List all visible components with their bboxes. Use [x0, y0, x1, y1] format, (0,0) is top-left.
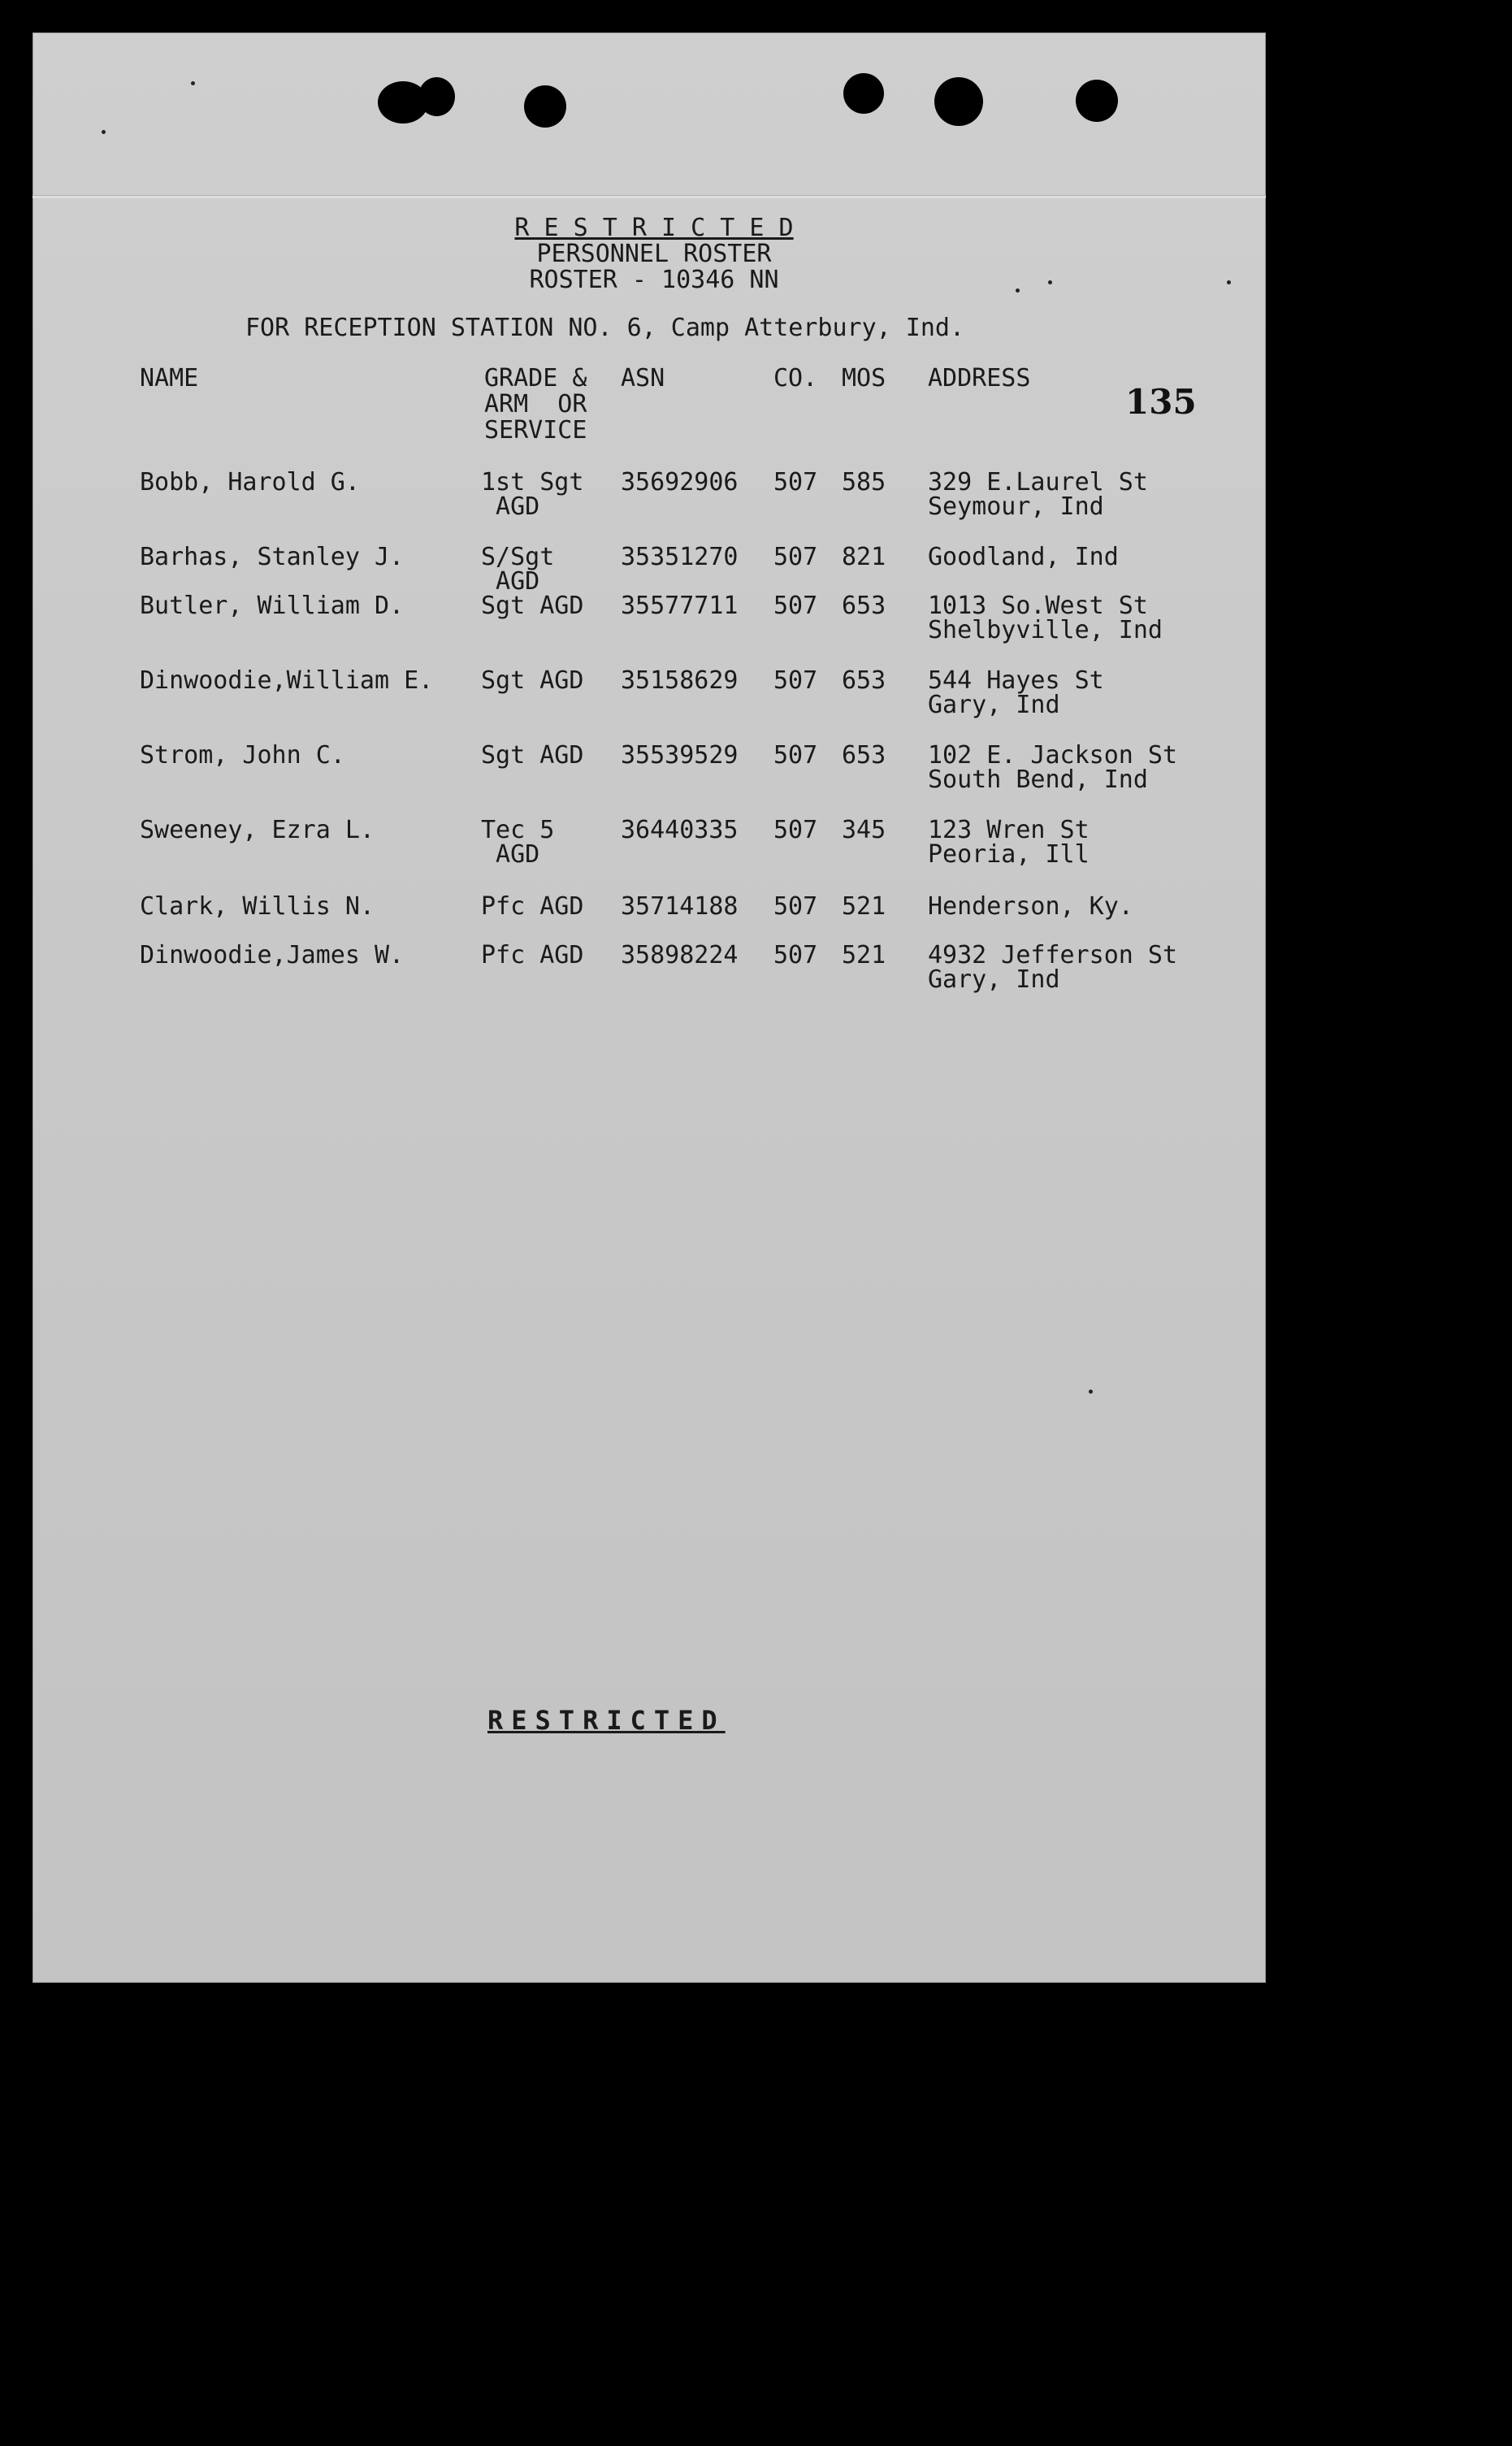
roster-number: ROSTER - 10346 NN — [529, 266, 779, 294]
row-addr1: 329 E.Laurel St — [928, 468, 1148, 497]
roster-sheet — [32, 33, 1266, 1983]
punch-hole — [843, 73, 884, 114]
row-mos: 345 — [842, 816, 886, 844]
row-addr2: Gary, Ind — [928, 691, 1060, 719]
row-grade1: Pfc AGD — [481, 941, 584, 969]
row-addr1: 123 Wren St — [928, 816, 1090, 844]
row-addr2: Gary, Ind — [928, 965, 1060, 994]
row-co: 507 — [773, 666, 818, 695]
row-grade2: AGD — [481, 492, 540, 521]
row-mos: 653 — [842, 741, 886, 770]
row-addr2: Shelbyville, Ind — [928, 616, 1163, 644]
row-addr1: 4932 Jefferson St — [928, 941, 1178, 969]
row-addr1: Goodland, Ind — [928, 543, 1119, 571]
row-asn: 35158629 — [621, 666, 739, 695]
page-number: 135 — [1125, 382, 1197, 422]
row-grade1: S/Sgt — [481, 543, 555, 571]
row-grade2: AGD — [481, 840, 540, 869]
restricted-heading: R E S T R I C T E D — [514, 214, 794, 242]
speck — [1227, 280, 1231, 284]
row-mos: 585 — [842, 468, 886, 497]
row-mos: 653 — [842, 666, 886, 695]
row-co: 507 — [773, 816, 818, 844]
row-co: 507 — [773, 592, 818, 620]
row-name: Clark, Willis N. — [140, 892, 375, 921]
row-addr1: 1013 So.West St — [928, 592, 1148, 620]
row-mos: 521 — [842, 892, 886, 921]
column-header-mos: MOS — [842, 364, 886, 392]
speck — [1089, 1390, 1093, 1394]
row-grade1: Tec 5 — [481, 816, 555, 844]
row-grade1: Pfc AGD — [481, 892, 584, 921]
row-co: 507 — [773, 741, 818, 770]
row-name: Strom, John C. — [140, 741, 345, 770]
row-name: Dinwoodie,William E. — [140, 666, 434, 695]
column-header-grade-2: ARM OR — [484, 390, 587, 419]
station-line: FOR RECEPTION STATION NO. 6, Camp Atterbury, Ind. — [245, 314, 965, 342]
roster-title: PERSONNEL ROSTER — [536, 240, 772, 268]
punch-hole — [418, 77, 455, 116]
row-grade1: Sgt AGD — [481, 666, 584, 695]
column-header-co: CO. — [773, 364, 818, 392]
row-grade1: Sgt AGD — [481, 741, 584, 770]
row-asn: 36440335 — [621, 816, 739, 844]
row-addr1: 102 E. Jackson St — [928, 741, 1178, 770]
row-co: 507 — [773, 941, 818, 969]
punch-hole — [524, 85, 566, 128]
row-addr2: South Bend, Ind — [928, 765, 1148, 794]
row-co: 507 — [773, 892, 818, 921]
punch-hole — [934, 77, 983, 126]
row-name: Butler, William D. — [140, 592, 405, 620]
header-block — [479, 215, 829, 293]
row-addr2: Seymour, Ind — [928, 492, 1104, 521]
row-co: 507 — [773, 468, 818, 497]
speck — [102, 130, 106, 134]
speck — [1048, 280, 1052, 284]
row-name: Barhas, Stanley J. — [140, 543, 405, 571]
row-co: 507 — [773, 543, 818, 571]
row-grade1: Sgt AGD — [481, 592, 584, 620]
row-asn: 35351270 — [621, 543, 739, 571]
column-header-asn: ASN — [621, 364, 665, 392]
column-header-grade-3: SERVICE — [484, 416, 587, 445]
speck — [1016, 288, 1020, 293]
row-grade2: AGD — [481, 567, 540, 596]
row-addr1: Henderson, Ky. — [928, 892, 1133, 921]
row-name: Dinwoodie,James W. — [140, 941, 405, 969]
restricted-footer: RESTRICTED — [487, 1705, 726, 1736]
row-mos: 653 — [842, 592, 886, 620]
punch-hole — [1076, 80, 1118, 122]
row-asn: 35539529 — [621, 741, 739, 770]
row-addr1: 544 Hayes St — [928, 666, 1104, 695]
row-asn: 35577711 — [621, 592, 739, 620]
row-asn: 35692906 — [621, 468, 739, 497]
row-addr2: Peoria, Ill — [928, 840, 1090, 869]
speck — [191, 81, 195, 85]
column-header-address: ADDRESS — [928, 364, 1031, 392]
row-grade1: 1st Sgt — [481, 468, 584, 497]
column-header-name: NAME — [140, 364, 199, 392]
column-header-grade-1: GRADE & — [484, 364, 587, 392]
row-asn: 35714188 — [621, 892, 739, 921]
row-name: Bobb, Harold G. — [140, 468, 360, 497]
row-asn: 35898224 — [621, 941, 739, 969]
perforation-line — [32, 195, 1266, 198]
row-mos: 521 — [842, 941, 886, 969]
row-name: Sweeney, Ezra L. — [140, 816, 375, 844]
row-mos: 821 — [842, 543, 886, 571]
